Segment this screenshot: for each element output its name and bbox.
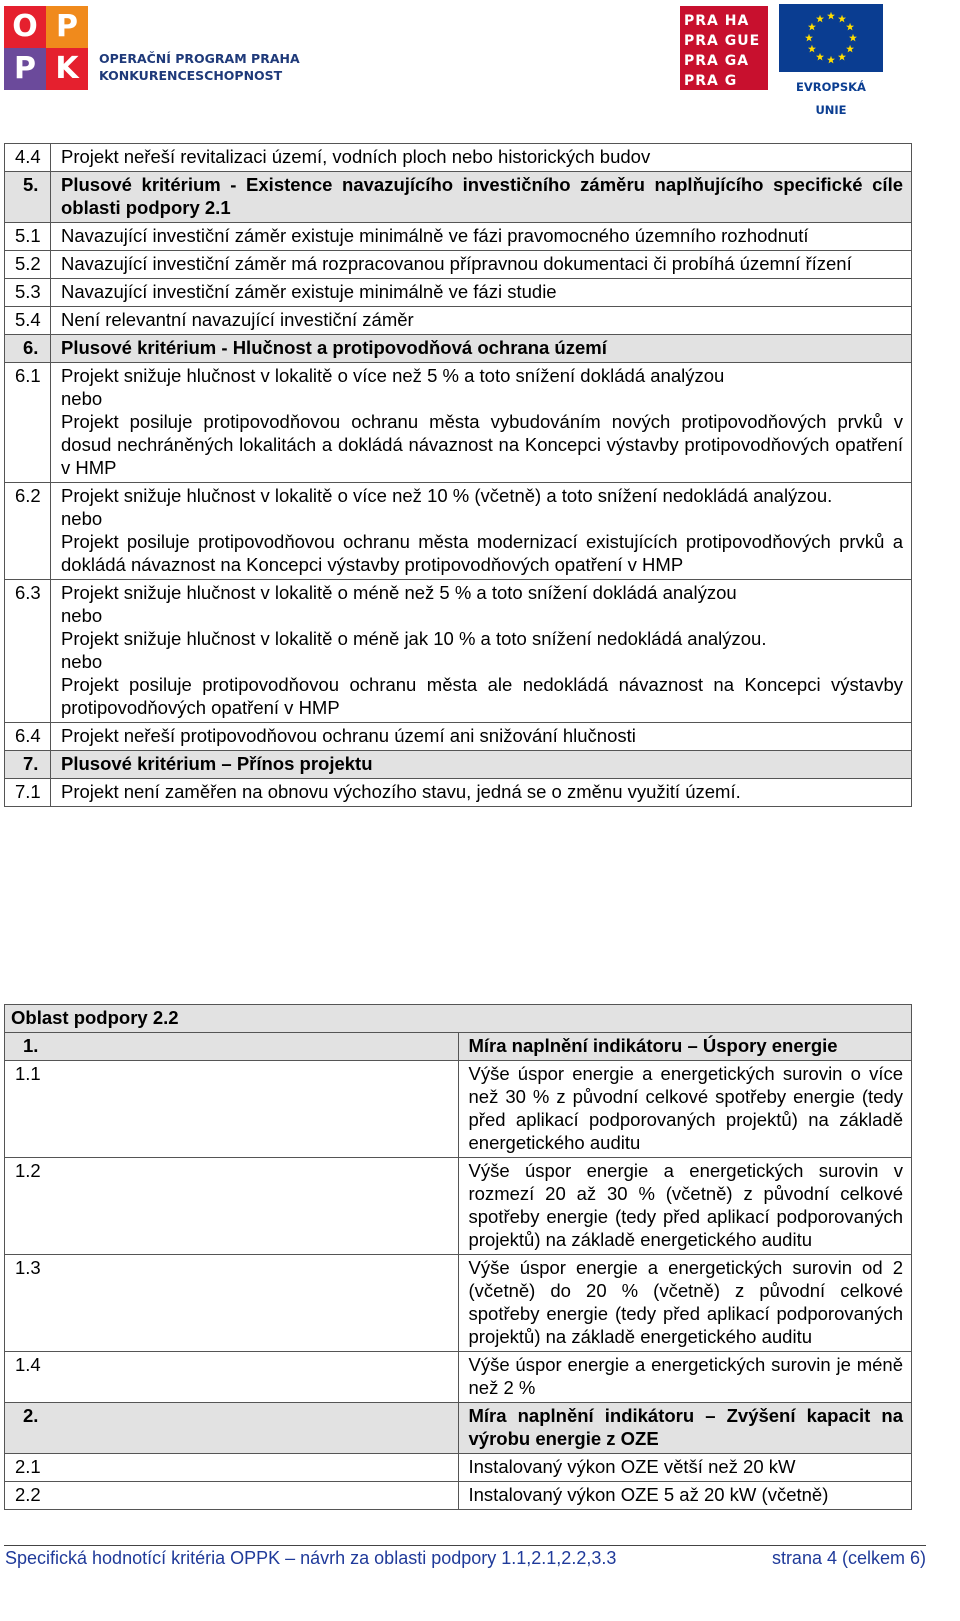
praha-logo-line: PRA GUE (684, 33, 761, 49)
praha-logo-line: PRA HA (684, 13, 750, 29)
criterion-text (458, 1454, 912, 1482)
criterion-text (51, 144, 912, 172)
footer-page-number: strana 4 (celkem 6) (771, 1548, 926, 1568)
criterion-paragraph: Projekt snižuje hlučnost v lokalitě o méně jak 10 % a toto snížení nedokládá analýzou. (61, 628, 767, 649)
eu-logo (779, 4, 883, 117)
criterion-number: 6.3 (5, 580, 51, 723)
oppk-logo-line1: OPERAČNÍ PROGRAM PRAHA (99, 51, 300, 66)
section-header-text (51, 751, 912, 779)
criterion-number: 1.3 (5, 1255, 459, 1352)
criterion-text (458, 1482, 912, 1510)
criterion-paragraph: Projekt posiluje protipovodňovou ochranu města vybudováním nových protipovodňových prvků v dosud nechráněných lokalitách a dokládá návaznost na Koncepci výstavby protipovodňových opatření v HMP (61, 411, 903, 478)
criterion-row (5, 279, 912, 307)
praha-logo-line: PRA G (684, 73, 738, 89)
criterion-number: 5. (5, 172, 51, 223)
criterion-text (51, 580, 912, 723)
criterion-paragraph: Projekt posiluje protipovodňovou ochranu města modernizací existujících protipovodňových prvků a dokládá návaznost na Koncepci výstavby protipovodňových opatření v HMP (61, 531, 903, 575)
criterion-number: 6. (5, 335, 51, 363)
criterion-row (5, 223, 912, 251)
criterion-paragraph: Výše úspor energie a energetických surovin od 2 (včetně) do 20 % (včetně) z původní celkové spotřeby energie (tedy před aplikací podporovaných projektů) na základě energetického auditu (468, 1257, 903, 1347)
eu-logo-label: EVROPSKÁ UNIE (796, 80, 866, 117)
criterion-text (458, 1061, 912, 1158)
criterion-number: 7.1 (5, 779, 51, 807)
criterion-number: 2.2 (5, 1482, 459, 1510)
criterion-row (5, 1255, 912, 1352)
criterion-paragraph: Míra naplnění indikátoru – Zvýšení kapacit na výrobu energie z OZE (468, 1405, 903, 1449)
criterion-row (5, 251, 912, 279)
criterion-paragraph: Výše úspor energie a energetických surovin v rozmezí 20 až 30 % (včetně) z původní celkové spotřeby energie (tedy před aplikací podporovaných projektů) na základě energetického auditu (468, 1160, 903, 1250)
criterion-row (5, 1454, 912, 1482)
oppk-letter-p1: P (46, 6, 88, 48)
criterion-text (51, 251, 912, 279)
criterion-row (5, 483, 912, 580)
oppk-letter-o: O (4, 6, 46, 48)
criterion-row (5, 1158, 912, 1255)
section-header-row (5, 1403, 912, 1454)
criterion-paragraph: Projekt neřeší revitalizaci území, vodních ploch nebo historických budov (61, 146, 651, 167)
criterion-paragraph: Navazující investiční záměr existuje minimálně ve fázi studie (61, 281, 557, 302)
criterion-paragraph: Výše úspor energie a energetických surovin je méně než 2 % (468, 1354, 903, 1398)
or-separator: nebo (61, 651, 103, 672)
criterion-number: 4.4 (5, 144, 51, 172)
criterion-text (458, 1352, 912, 1403)
criterion-row (5, 1482, 912, 1510)
or-separator: nebo (61, 605, 103, 626)
section-header-text (458, 1033, 912, 1061)
section-header-row (5, 172, 912, 223)
table-title: Oblast podpory 2.2 (5, 1005, 912, 1033)
or-separator: nebo (61, 508, 103, 529)
criteria-table-1 (4, 143, 912, 807)
criterion-paragraph: Míra naplnění indikátoru – Úspory energie (468, 1035, 838, 1056)
criterion-paragraph: Výše úspor energie a energetických surovin o více než 30 % z původní celkové spotřeby energie (tedy před aplikací podporovaných projektů) na základě energetického auditu (468, 1063, 903, 1153)
criterion-number: 1.2 (5, 1158, 459, 1255)
criterion-paragraph: Plusové kritérium – Přínos projektu (61, 753, 373, 774)
criterion-number: 5.4 (5, 307, 51, 335)
criterion-row (5, 363, 912, 483)
criterion-text (51, 223, 912, 251)
criterion-text (51, 307, 912, 335)
criterion-text (51, 723, 912, 751)
criterion-text (51, 279, 912, 307)
section-header-row (5, 1033, 912, 1061)
criterion-number: 1. (5, 1033, 459, 1061)
criterion-paragraph: Navazující investiční záměr existuje minimálně ve fázi pravomocného územního rozhodnutí (61, 225, 809, 246)
criterion-paragraph: Projekt není zaměřen na obnovu výchozího stavu, jedná se o změnu využití území. (61, 781, 741, 802)
criteria-table-2 (4, 1004, 912, 1510)
praha-logo (680, 6, 768, 90)
criterion-number: 2.1 (5, 1454, 459, 1482)
criterion-paragraph: Projekt snižuje hlučnost v lokalitě o méně než 5 % a toto snížení dokládá analýzou (61, 582, 737, 603)
oppk-letter-k: K (46, 48, 88, 90)
criterion-text (51, 483, 912, 580)
criterion-number: 7. (5, 751, 51, 779)
criterion-row (5, 1352, 912, 1403)
praha-logo-line: PRA GA (684, 53, 750, 69)
or-separator: nebo (61, 388, 103, 409)
criterion-row (5, 307, 912, 335)
criterion-paragraph: Projekt snižuje hlučnost v lokalitě o více než 10 % (včetně) a toto snížení nedokládá analýzou. (61, 485, 833, 506)
criterion-number: 6.2 (5, 483, 51, 580)
criterion-paragraph: Instalovaný výkon OZE větší než 20 kW (468, 1456, 796, 1477)
section-header-text (51, 172, 912, 223)
oppk-logo-line2: KONKURENCESCHOPNOST (99, 68, 283, 83)
criterion-text (51, 779, 912, 807)
criterion-row (5, 723, 912, 751)
criterion-text (51, 363, 912, 483)
criterion-paragraph: Projekt neřeší protipovodňovou ochranu území ani snižování hlučnosti (61, 725, 636, 746)
criterion-paragraph: Navazující investiční záměr má rozpracovanou přípravnou dokumentaci či probíhá územní řízení (61, 253, 852, 274)
criterion-row (5, 580, 912, 723)
oppk-letter-p2: P (4, 48, 46, 90)
table-title-row (5, 1005, 912, 1033)
section-header-text (458, 1403, 912, 1454)
criterion-text (458, 1255, 912, 1352)
criterion-row (5, 144, 912, 172)
criterion-number: 5.3 (5, 279, 51, 307)
oppk-logo (4, 6, 304, 90)
section-header-row (5, 335, 912, 363)
criterion-paragraph: Plusové kritérium - Existence navazujícího investičního záměru naplňujícího specifické cíle oblasti podpory 2.1 (61, 174, 903, 218)
section-header-text (51, 335, 912, 363)
criterion-paragraph: Plusové kritérium - Hlučnost a protipovodňová ochrana území (61, 337, 607, 358)
criterion-number: 5.2 (5, 251, 51, 279)
criterion-paragraph: Není relevantní navazující investiční záměr (61, 309, 414, 330)
criterion-number: 2. (5, 1403, 459, 1454)
criterion-number: 1.4 (5, 1352, 459, 1403)
criterion-row (5, 779, 912, 807)
criterion-text (458, 1158, 912, 1255)
criterion-number: 5.1 (5, 223, 51, 251)
page-footer (4, 1545, 926, 1568)
criterion-paragraph: Projekt posiluje protipovodňovou ochranu města ale nedokládá návaznost na Koncepci výstavby protipovodňových opatření v HMP (61, 674, 903, 718)
criterion-number: 6.4 (5, 723, 51, 751)
criterion-number: 6.1 (5, 363, 51, 483)
oppk-logo-grid (4, 6, 88, 90)
eu-flag-icon (779, 4, 883, 72)
criterion-row (5, 1061, 912, 1158)
criterion-number: 1.1 (5, 1061, 459, 1158)
section-header-row (5, 751, 912, 779)
criterion-paragraph: Instalovaný výkon OZE 5 až 20 kW (včetně) (468, 1484, 829, 1505)
criterion-paragraph: Projekt snižuje hlučnost v lokalitě o více než 5 % a toto snížení dokládá analýzou (61, 365, 725, 386)
footer-document-title: Specifická hodnotící kritéria OPPK – návrh za oblasti podpory 1.1,2.1,2.2,3.3 (5, 1548, 617, 1568)
oppk-logo-text (99, 50, 300, 84)
